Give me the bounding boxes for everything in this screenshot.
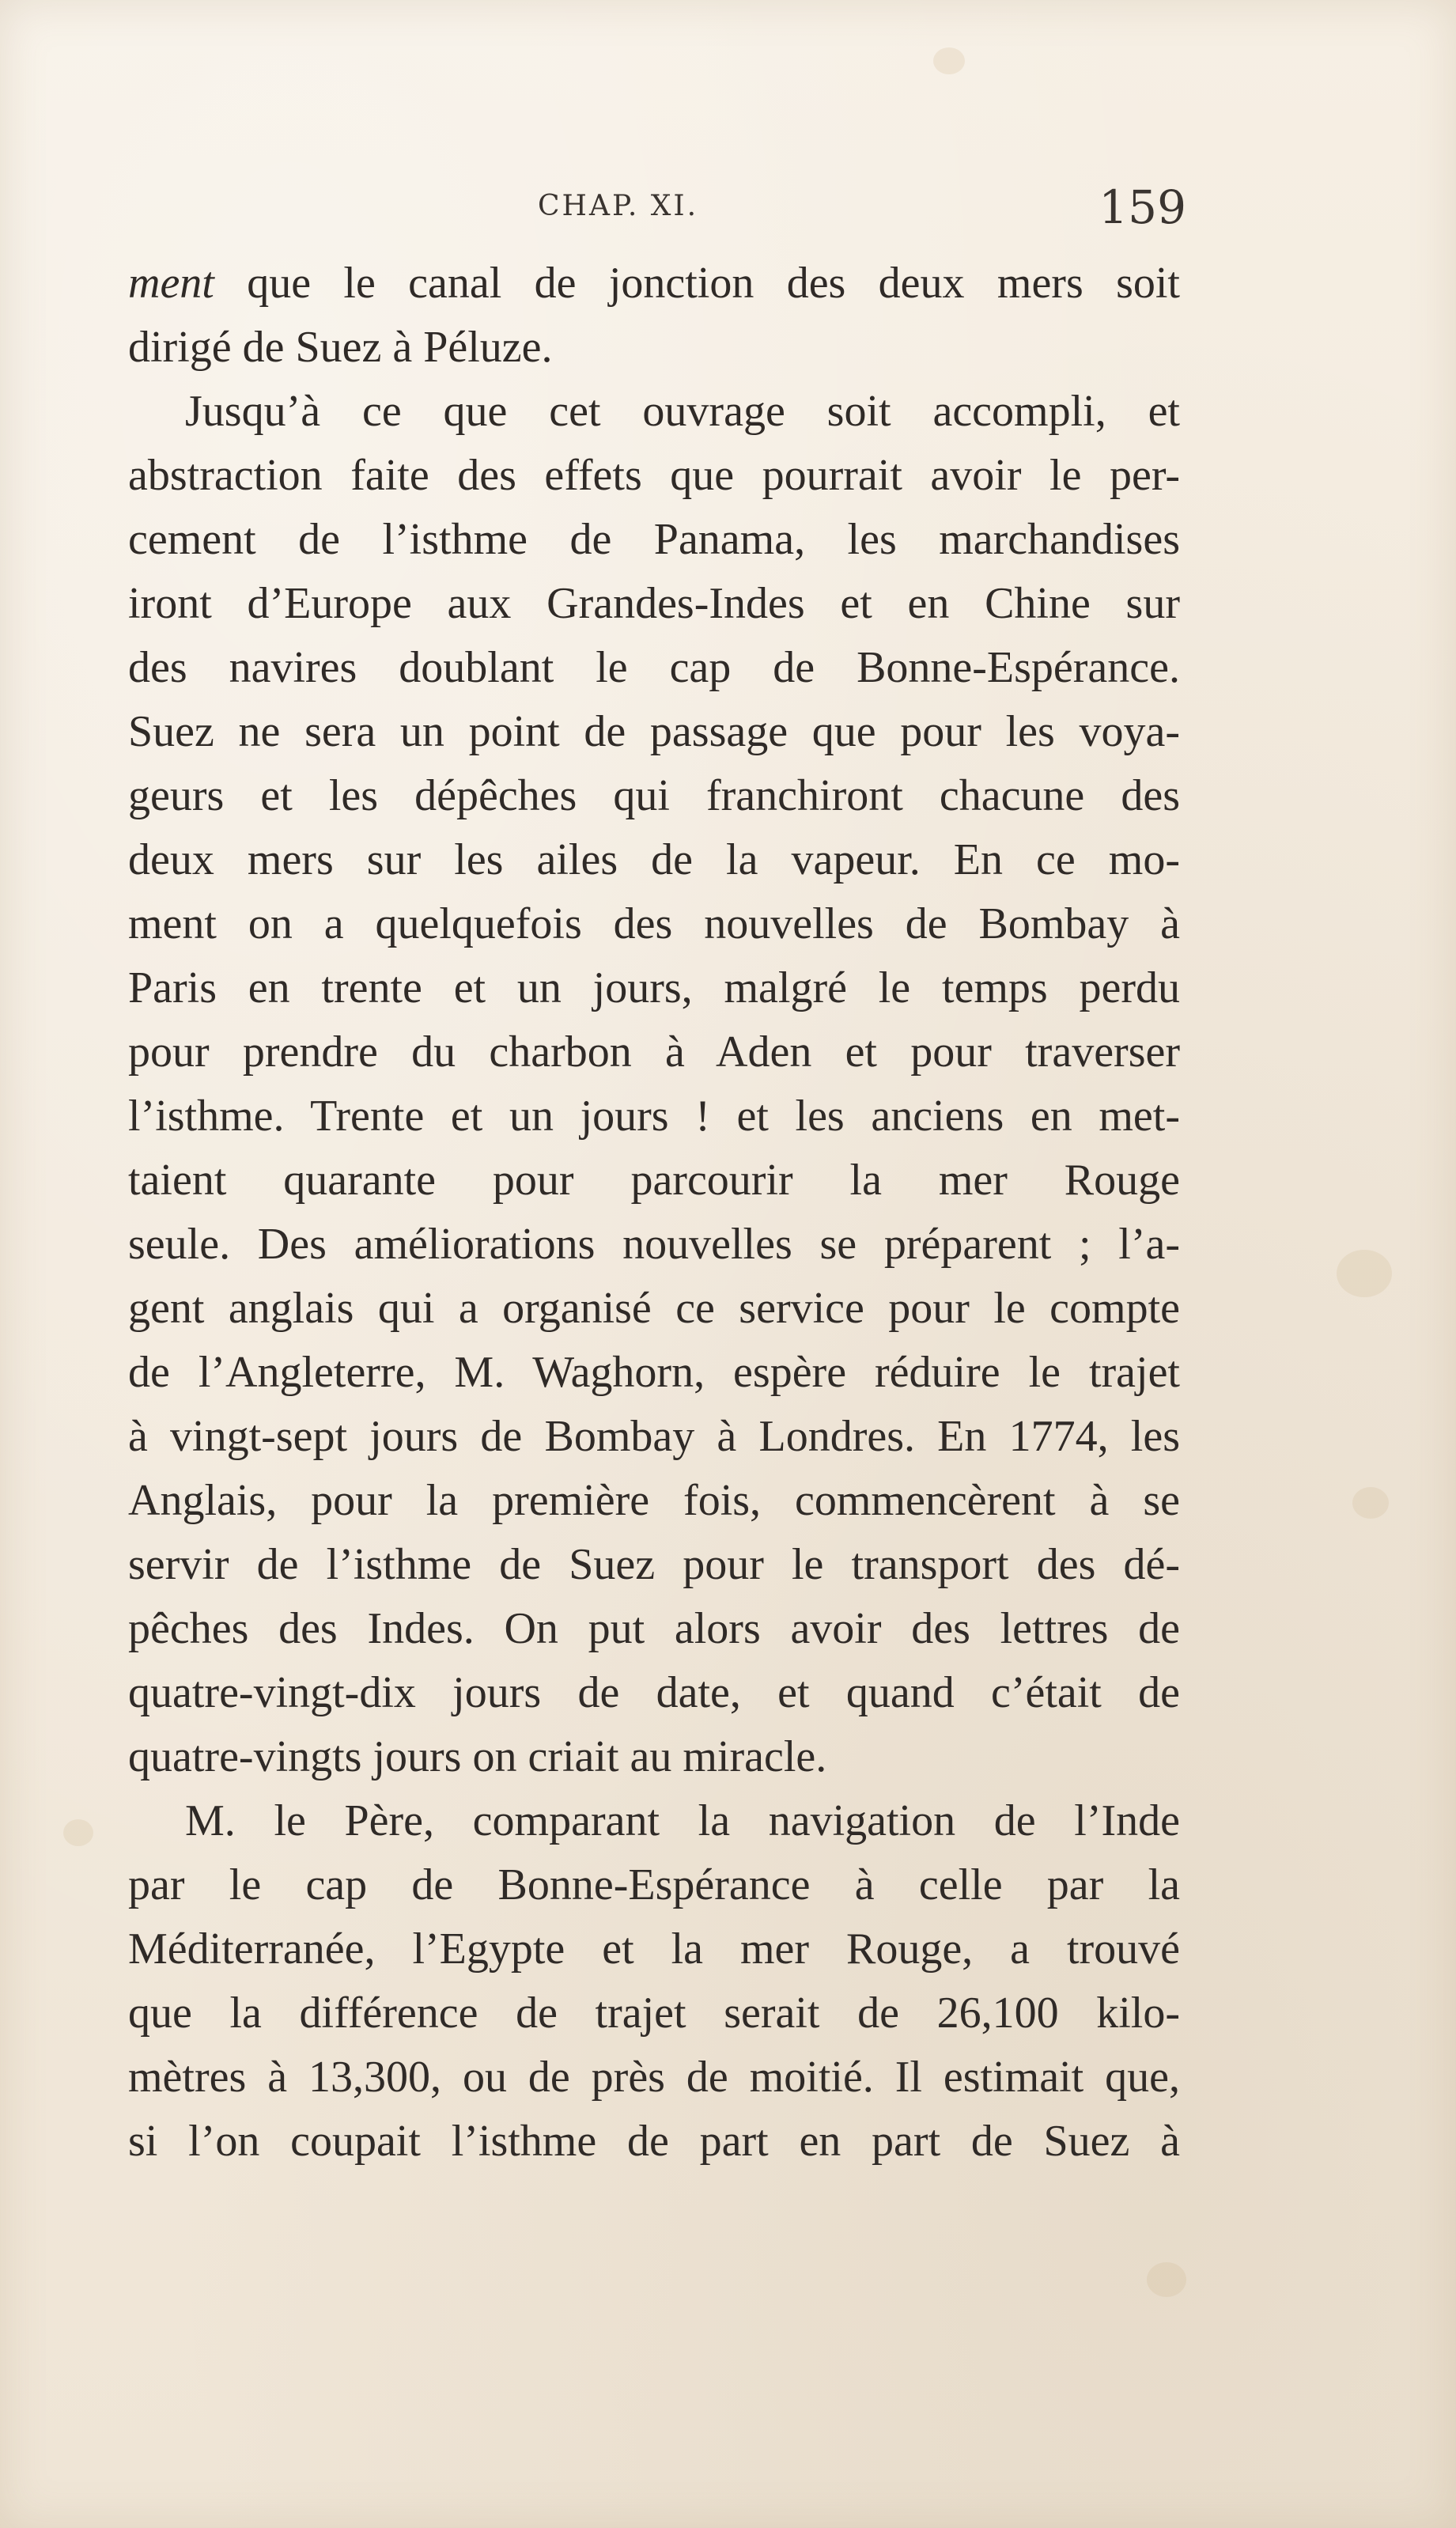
- text-line: seule. Des améliorations nouvelles se préparent ; l’a-: [128, 1220, 1180, 1269]
- text-line: dirigé de Suez à Péluze.: [128, 323, 553, 372]
- text-line: mètres à 13,300, ou de près de moitié. Il estimait que,: [128, 2053, 1180, 2102]
- text-line: de l’Angleterre, M. Waghorn, espère réduire le trajet: [128, 1348, 1180, 1397]
- text-line: Paris en trente et un jours, malgré le temps perdu: [128, 963, 1180, 1012]
- running-head: [127, 180, 1186, 244]
- body-text: [128, 252, 1180, 2174]
- text-line: Suez ne sera un point de passage que pour les voya-: [128, 707, 1180, 756]
- text-line: iront d’Europe aux Grandes-Indes et en Chine sur: [128, 579, 1180, 628]
- text-line: l’isthme. Trente et un jours ! et les anciens en met-: [128, 1092, 1180, 1141]
- text-line: Méditerranée, l’Egypte et la mer Rouge, a trouvé: [128, 1924, 1180, 1974]
- text-line: des navires doublant le cap de Bonne-Espérance.: [128, 643, 1180, 692]
- text-line: taient quarante pour parcourir la mer Rouge: [128, 1156, 1180, 1205]
- text-line: abstraction faite des effets que pourrait avoir le per-: [128, 451, 1180, 500]
- text-line: à vingt-sept jours de Bombay à Londres. En 1774, les: [128, 1412, 1180, 1461]
- text-line: cement de l’isthme de Panama, les marchandises: [128, 515, 1180, 564]
- text-line: pêches des Indes. On put alors avoir des lettres de: [128, 1604, 1180, 1653]
- running-title: CHAP. XI.: [538, 190, 699, 222]
- text-line: gent anglais qui a organisé ce service pour le compte: [128, 1284, 1180, 1333]
- text-line: pour prendre du charbon à Aden et pour traverser: [128, 1027, 1180, 1077]
- text-line: quatre-vingt-dix jours de date, et quand c’était de: [128, 1668, 1180, 1717]
- italic-word: ment: [128, 259, 214, 308]
- text-line: servir de l’isthme de Suez pour le transport des dé-: [128, 1540, 1180, 1589]
- page-number: 159: [1099, 180, 1186, 234]
- text-line: que la différence de trajet serait de 26,100 kilo-: [128, 1989, 1180, 2038]
- text-line: quatre-vingts jours on criait au miracle.: [128, 1732, 827, 1781]
- text-line: ment que le canal de jonction des deux mers soit: [128, 259, 1180, 308]
- text-line: Anglais, pour la première fois, commencèrent à se: [128, 1476, 1180, 1525]
- text-line: si l’on coupait l’isthme de part en part de Suez à: [128, 2117, 1180, 2166]
- text-line: ment on a quelquefois des nouvelles de Bombay à: [128, 899, 1180, 948]
- text-line: par le cap de Bonne-Espérance à celle par la: [128, 1860, 1180, 1909]
- text-line: geurs et les dépêches qui franchiront chacune des: [128, 771, 1180, 820]
- text-line: M. le Père, comparant la navigation de l’Inde: [185, 1796, 1180, 1845]
- text-line: deux mers sur les ailes de la vapeur. En ce mo-: [128, 835, 1180, 884]
- text-line: Jusqu’à ce que cet ouvrage soit accompli, et: [185, 387, 1180, 436]
